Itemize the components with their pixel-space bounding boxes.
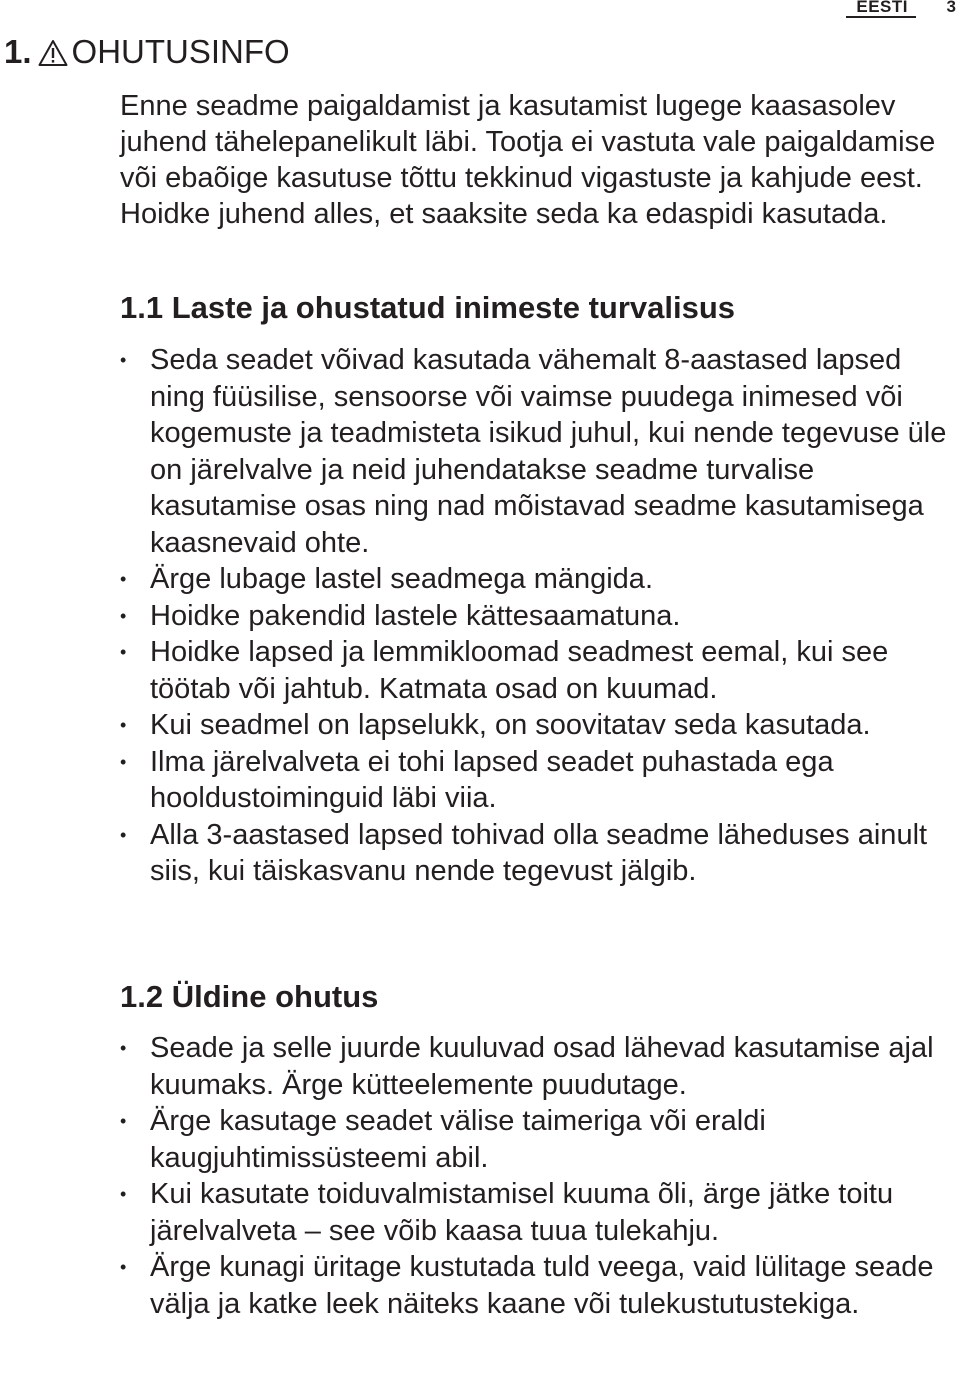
list-item: • Ilma järelvalveta ei tohi lapsed seadet puhastada ega hooldustoiminguid läbi viia. xyxy=(120,745,834,814)
list-item: • Seda seadet võivad kasutada vähemalt 8-aastased lapsed ning füüsilise, sensoorse või vaimse puudega inimesed või kogemuste ja teadmisteta isikud juhul, kui nende tegevuse üle on järelvalve ja neid juhendatakse seadme turvalise kasutamise osas ning nad mõistavad seadme kasutamisega kaasnevaid ohte. xyxy=(120,344,947,559)
list-item: • Kui seadmel on lapselukk, on soovitatav seda kasutada. xyxy=(120,707,960,744)
bullet: • xyxy=(120,1257,127,1277)
bullet: • xyxy=(120,1038,127,1058)
intro-paragraph: Enne seadme paigaldamist ja kasutamist lugege kaasasolev juhend tähelepanelikult läbi. Tootja ei vastuta vale paigaldamise või ebaõige kasutuse tõttu tekkinud vigastuste ja kahjude eest. Hoidke juhend alles, et saaksite seda ka edaspidi kasutada. xyxy=(120,90,936,230)
subsection-heading-1-1 xyxy=(120,288,735,328)
child-safety-list xyxy=(120,342,960,890)
list-item: • Seade ja selle juurde kuuluvad osad lähevad kasutamise ajal kuumaks. Ärge kütteelemente puudutage. xyxy=(120,1032,934,1101)
warning-triangle-icon xyxy=(38,34,68,78)
list-item: • Kui kasutate toiduvalmistamisel kuuma õli, ärge jätke toitu järelvalveta – see võib kaasa tuua tulekahju. xyxy=(120,1178,894,1247)
bullet: • xyxy=(120,350,127,370)
list-item: • Hoidke lapsed ja lemmikloomad seadmest eemal, kui see töötab või jahtub. Katmata osad on kuumad. xyxy=(120,636,889,705)
subsection-title: Üldine ohutus xyxy=(171,979,379,1014)
list-item: • Ärge kasutage seadet välise taimeriga või eraldi kaugjuhtimissüsteemi abil. xyxy=(120,1105,766,1174)
subsection-number: 1.1 xyxy=(120,290,164,325)
bullet: • xyxy=(120,751,127,772)
section-heading-1 xyxy=(4,30,290,78)
subsection-heading-1-2 xyxy=(120,977,378,1017)
page-header xyxy=(760,0,960,20)
bullet: • xyxy=(120,605,127,626)
bullet: • xyxy=(120,642,127,662)
list-item: • Hoidke pakendid lastele kättesaamatuna. xyxy=(120,598,960,635)
subsection-number: 1.2 xyxy=(120,979,164,1014)
subsection-title: Laste ja ohustatud inimeste turvalisus xyxy=(171,290,736,325)
list-item: • Alla 3-aastased lapsed tohivad olla seadme läheduses ainult siis, kui täiskasvanu nende tegevust jälgib. xyxy=(120,818,928,887)
list-item: • Ärge kunagi üritage kustutada tuld veega, vaid lülitage seade välja ja katke leek näiteks kaane või tulekustutustekiga. xyxy=(120,1251,934,1320)
page-number: 3 xyxy=(946,0,956,16)
bullet: • xyxy=(120,569,127,589)
general-safety-list xyxy=(120,1030,960,1322)
bullet: • xyxy=(120,715,127,735)
section-title: OHUTUSINFO xyxy=(71,33,290,70)
bullet: • xyxy=(120,1111,127,1131)
bullet: • xyxy=(120,1184,127,1204)
bullet: • xyxy=(120,824,127,845)
section-number: 1. xyxy=(4,33,32,70)
header-rule xyxy=(846,16,916,18)
list-item: • Ärge lubage lastel seadmega mängida. xyxy=(120,561,960,598)
language-label: EESTI xyxy=(856,0,908,16)
